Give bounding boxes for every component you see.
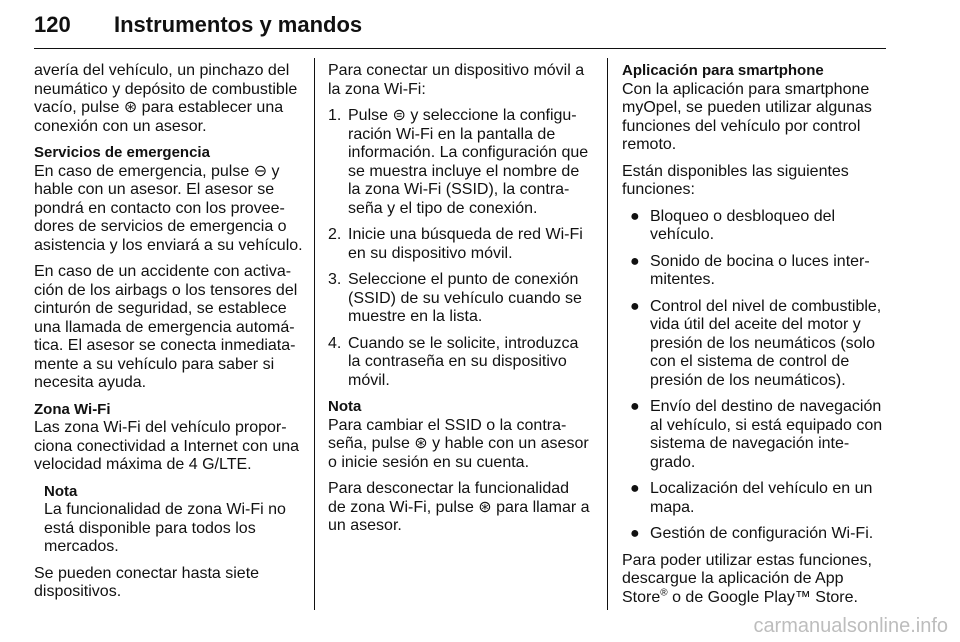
column-divider xyxy=(314,58,315,610)
paragraph: Para desconectar la funcionalidad de zona Wi-Fi, pulse ⊛ para llamar a un asesor. xyxy=(328,480,590,534)
paragraph: Para conectar un dispositivo móvil a la zona Wi-Fi: xyxy=(328,62,585,98)
list-item xyxy=(622,398,892,472)
text-run: o de Google Play™ Store. xyxy=(667,588,858,606)
paragraph: Se pueden conectar hasta siete dispositivos. xyxy=(34,564,260,600)
note-box xyxy=(44,483,306,557)
watermark: carmanualsonline.info xyxy=(753,615,948,637)
step-number: 3. xyxy=(328,271,342,288)
step-text: Seleccione el punto de conexión (SSID) de su vehículo cuando se muestre en la lista. xyxy=(348,271,582,325)
step-number: 2. xyxy=(328,226,342,243)
text-run: Para poder utilizar estas funciones, descargue la aplicación de App Store xyxy=(622,551,872,606)
paragraph: Las zona Wi-Fi del vehículo propor-ciona conectividad a Internet con una velocidad máxima de 4 G/LTE. xyxy=(34,419,300,473)
list-item xyxy=(622,480,892,517)
note-text: Para cambiar el SSID o la contra-seña, pulse ⊛ y hable con un asesor o inicie sesión en su cuenta. xyxy=(328,416,589,471)
paragraph xyxy=(622,552,892,608)
list-item-text: Control del nivel de combustible, vida útil del aceite del motor y presión de los neumáticos (solo con el sistema de control de presión de los neumáticos). xyxy=(650,297,882,389)
step-number: 1. xyxy=(328,107,342,124)
note-text: La funcionalidad de zona Wi-Fi no está disponible para todos los mercados. xyxy=(44,501,286,555)
list-item-text: Localización del vehículo en un mapa. xyxy=(650,480,873,516)
paragraph: Están disponibles las siguientes funciones: xyxy=(622,162,849,198)
step-number: 4. xyxy=(328,334,342,352)
list-item-text: Envío del destino de navegación al vehículo, si está equipado con sistema de navegación inte-grado. xyxy=(650,398,883,471)
column-middle xyxy=(328,62,590,544)
list-item xyxy=(622,208,892,245)
paragraph: En caso de emergencia, pulse ⊖ y hable con un asesor. El asesor se pondrá en contacto con los provee-dores de servicios de emergencia o asistencia y los enviará a su vehículo. xyxy=(34,162,303,254)
section-heading-app: Aplicación para smartphone xyxy=(622,62,824,79)
list-item xyxy=(622,298,892,391)
column-right xyxy=(622,62,892,615)
bullet-icon: ● xyxy=(630,398,640,415)
registered-mark: ® xyxy=(660,587,668,599)
step-text: Pulse ⊜ y seleccione la configu-ración Wi-Fi en la pantalla de información. La configuración que se muestra incluye el nombre de la zona Wi-Fi (SSID), la contra-seña y el tipo de conexión. xyxy=(348,107,589,217)
list-item-text: Sonido de bocina o luces inter-mitentes. xyxy=(650,252,870,288)
list-item xyxy=(328,107,590,218)
section-heading-emergency: Servicios de emergencia xyxy=(34,144,210,161)
note-title: Nota xyxy=(44,482,78,500)
step-text: Inicie una búsqueda de red Wi-Fi en su dispositivo móvil. xyxy=(348,226,583,262)
list-item xyxy=(328,335,590,391)
list-item xyxy=(622,525,892,544)
functions-list xyxy=(622,208,892,544)
list-item xyxy=(622,253,892,290)
paragraph: avería del vehículo, un pinchazo del neumático y depósito de combustible vacío, pulse ⊛ para establecer una conexión con un asesor. xyxy=(34,62,298,135)
bullet-icon: ● xyxy=(630,297,640,315)
step-text: Cuando se le solicite, introduzca la contraseña en su dispositivo móvil. xyxy=(348,334,579,389)
page-number: 120 xyxy=(34,12,71,37)
column-divider xyxy=(607,58,608,610)
section-heading-wifi: Zona Wi-Fi xyxy=(34,400,111,418)
bullet-icon: ● xyxy=(630,525,640,542)
bullet-icon: ● xyxy=(630,207,640,225)
page-header xyxy=(34,8,886,49)
paragraph: En caso de un accidente con activa-ción de los airbags o los tensores del cinturón de seguridad, se establece una llamada de emergencia automá-tica. El asesor se conecta inmediata-mente a su vehículo para saber si necesita ayuda. xyxy=(34,263,298,391)
steps-list xyxy=(328,107,590,390)
column-left xyxy=(34,62,306,610)
bullet-icon: ● xyxy=(630,480,640,497)
list-item-text: Bloqueo o desbloqueo del vehículo. xyxy=(650,207,836,243)
bullet-icon: ● xyxy=(630,252,640,270)
list-item-text: Gestión de configuración Wi-Fi. xyxy=(650,525,874,542)
paragraph: Con la aplicación para smartphone myOpel, se pueden utilizar algunas funciones del vehículo por control remoto. xyxy=(622,80,872,153)
page-title: Instrumentos y mandos xyxy=(114,12,363,37)
list-item xyxy=(328,271,590,327)
note-title: Nota xyxy=(328,398,362,415)
list-item xyxy=(328,226,590,263)
